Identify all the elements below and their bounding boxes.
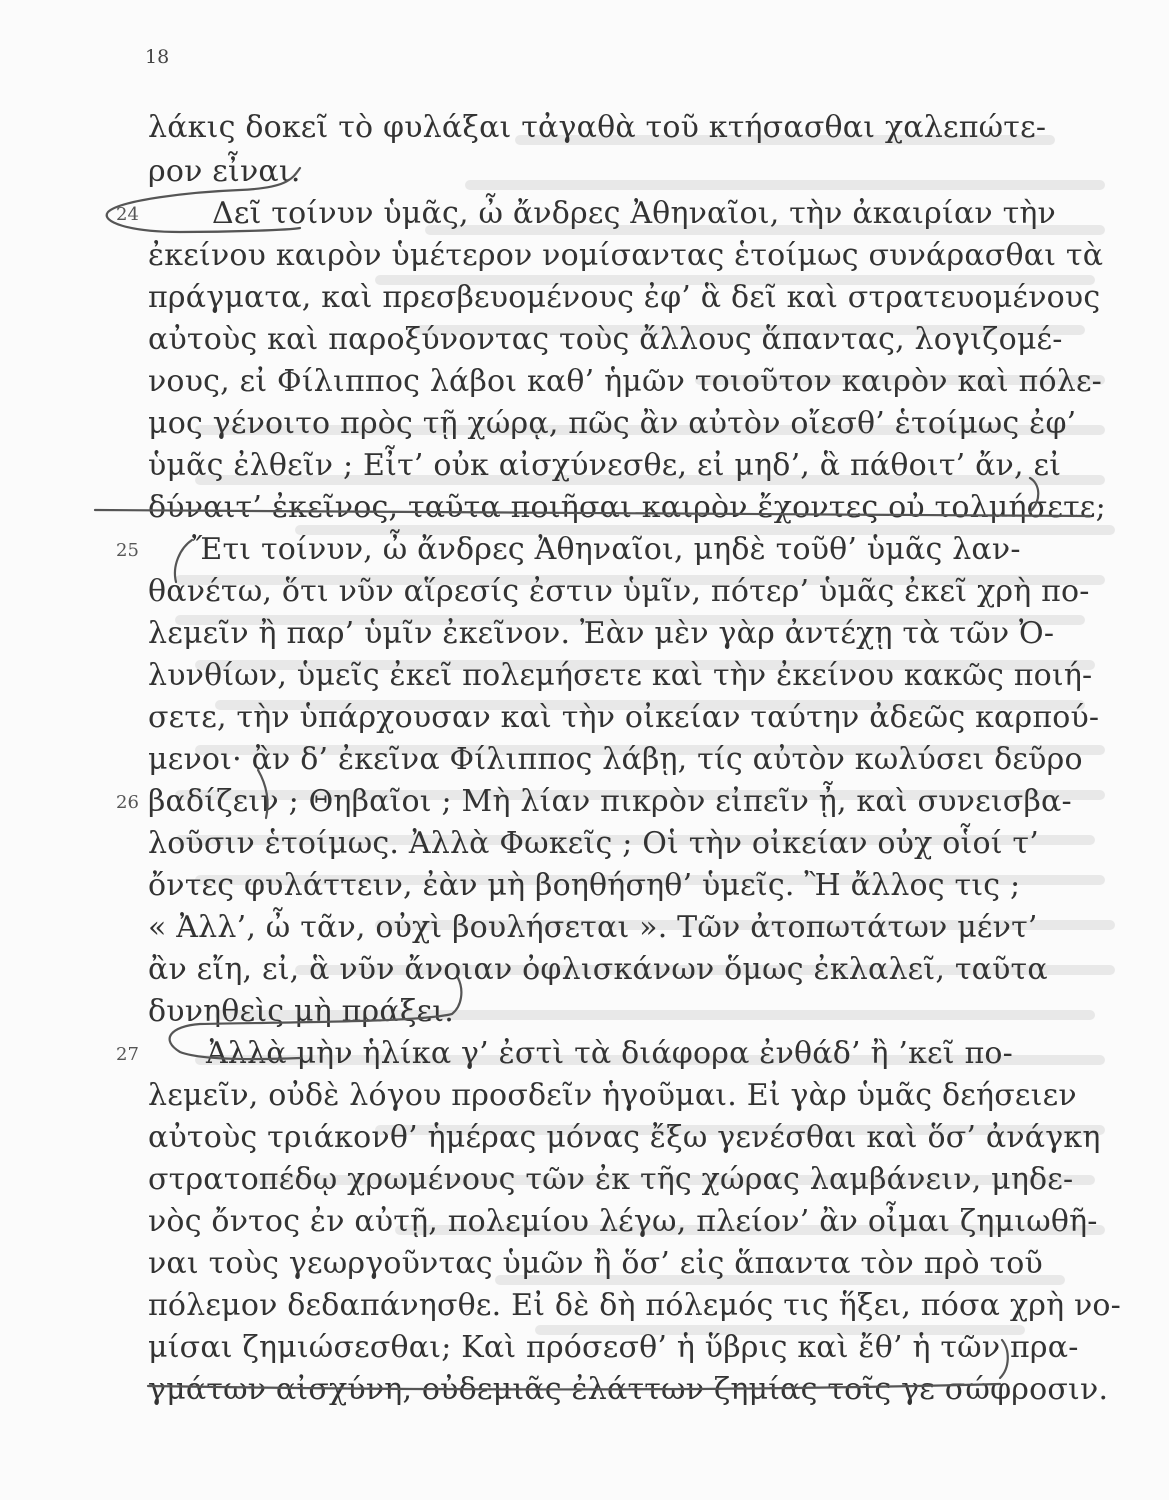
text-line: λεμεῖν ἢ παρ’ ὑμῖν ἐκεῖνον. Ἐὰν μὲν γὰρ ἀντέχῃ τὰ τῶν Ὀ- <box>148 616 1055 651</box>
page-number: 18 <box>145 46 170 68</box>
section-number: 27 <box>116 1044 139 1065</box>
text-line: ρον εἶναι. <box>148 154 301 189</box>
text-line: λυνθίων, ὑμεῖς ἐκεῖ πολεμήσετε καὶ τὴν ἐκείνου κακῶς ποιή- <box>148 658 1093 693</box>
text-line: ὄντες φυλάττειν, ἐὰν μὴ βοηθήσηθ’ ὑμεῖς. Ἢ ἄλλος τις ; <box>148 868 1021 903</box>
text-line: δυνηθεὶς μὴ πράξει. <box>148 994 454 1029</box>
text-line: μίσαι ζημιώσεσθαι; Καὶ πρόσεσθ’ ἡ ὕβρις καὶ ἔθ’ ἡ τῶν πρα- <box>148 1330 1079 1365</box>
text-line: δύναιτ’ ἐκεῖνος, ταῦτα ποιῆσαι καιρὸν ἔχοντες οὐ τολμήσετε; <box>148 490 1106 525</box>
text-line: νους, εἰ Φίλιππος λάβοι καθ’ ἡμῶν τοιοῦτον καιρὸν καὶ πόλε- <box>148 364 1103 399</box>
text-line: λεμεῖν, οὐδὲ λόγου προσδεῖν ἡγοῦμαι. Εἰ γὰρ ὑμᾶς δεήσειεν <box>148 1078 1077 1113</box>
text-line: θανέτω, ὅτι νῦν αἵρεσίς ἐστιν ὑμῖν, πότερ’ ὑμᾶς ἐκεῖ χρὴ πο- <box>148 574 1090 609</box>
text-line: βαδίζειν ; Θηβαῖοι ; Μὴ λίαν πικρὸν εἰπεῖν ᾖ, καὶ συνεισβα- <box>148 784 1072 819</box>
text-line: σετε, τὴν ὑπάρχουσαν καὶ τὴν οἰκείαν ταύτην ἀδεῶς καρπού- <box>148 700 1100 735</box>
text-line: μος γένοιτο πρὸς τῇ χώρᾳ, πῶς ἂν αὐτὸν οἴεσθ’ ἑτοίμως ἐφ’ <box>148 406 1077 441</box>
text-line: αὐτοὺς καὶ παροξύνοντας τοὺς ἄλλους ἅπαντας, λογιζομέ- <box>148 322 1063 357</box>
section-number: 25 <box>116 540 139 561</box>
text-line: ναι τοὺς γεωργοῦντας ὑμῶν ἢ ὅσ’ εἰς ἅπαντα τὸν πρὸ τοῦ <box>148 1246 1043 1281</box>
text-line: Δεῖ τοίνυν ὑμᾶς, ὦ ἄνδρες Ἀθηναῖοι, τὴν ἀκαιρίαν τὴν <box>212 196 1056 231</box>
text-line: λοῦσιν ἑτοίμως. Ἀλλὰ Φωκεῖς ; Οἱ τὴν οἰκείαν οὐχ οἷοί τ’ <box>148 826 1039 861</box>
section-number: 26 <box>116 792 139 813</box>
text-line: πόλεμον δεδαπάνησθε. Εἰ δὲ δὴ πόλεμός τις ἥξει, πόσα χρὴ νο- <box>148 1288 1122 1323</box>
text-line: στρατοπέδῳ χρωμένους τῶν ἐκ τῆς χώρας λαμβάνειν, μηδε- <box>148 1162 1074 1197</box>
text-line: πράγματα, καὶ πρεσβευομένους ἐφ’ ἃ δεῖ καὶ στρατευομένους <box>148 280 1101 315</box>
text-line: ἐκείνου καιρὸν ὑμέτερον νομίσαντας ἑτοίμως συνάρασθαι τὰ <box>148 238 1104 273</box>
text-line: νὸς ὄντος ἐν αὐτῇ, πολεμίου λέγω, πλείον’ ἂν οἶμαι ζημιωθῆ- <box>148 1204 1098 1239</box>
text-line: λάκις δοκεῖ τὸ φυλάξαι τἀγαθὰ τοῦ κτήσασθαι χαλεπώτε- <box>148 110 1047 145</box>
text-line: Ἔτι τοίνυν, ὦ ἄνδρες Ἀθηναῖοι, μηδὲ τοῦθ’ ὑμᾶς λαν- <box>192 532 1021 567</box>
text-line: αὐτοὺς τριάκονθ’ ἡμέρας μόνας ἔξω γενέσθαι καὶ ὅσ’ ἀνάγκη <box>148 1120 1101 1155</box>
text-line: ἂν εἴη, εἰ, ἃ νῦν ἄνοιαν ὀφλισκάνων ὅμως ἐκλαλεῖ, ταῦτα <box>148 952 1048 987</box>
text-line: μενοι· ἂν δ’ ἐκεῖνα Φίλιππος λάβῃ, τίς αὐτὸν κωλύσει δεῦρο <box>148 742 1083 777</box>
text-line: γμάτων αἰσχύνη, οὐδεμιᾶς ἐλάττων ζημίας τοῖς γε σώφροσιν. <box>148 1372 1109 1407</box>
text-line: ὑμᾶς ἐλθεῖν ; Εἶτ’ οὐκ αἰσχύνεσθε, εἰ μηδ’, ἃ πάθοιτ’ ἄν, εἰ <box>148 448 1062 483</box>
section-number: 24 <box>116 204 139 225</box>
text-line: « Ἀλλ’, ὦ τᾶν, οὐχὶ βουλήσεται ». Τῶν ἀτοπωτάτων μέντ’ <box>148 910 1038 945</box>
text-line: Ἀλλὰ μὴν ἡλίκα γ’ ἐστὶ τὰ διάφορα ἐνθάδ’ ἢ ’κεῖ πο- <box>206 1036 1014 1071</box>
